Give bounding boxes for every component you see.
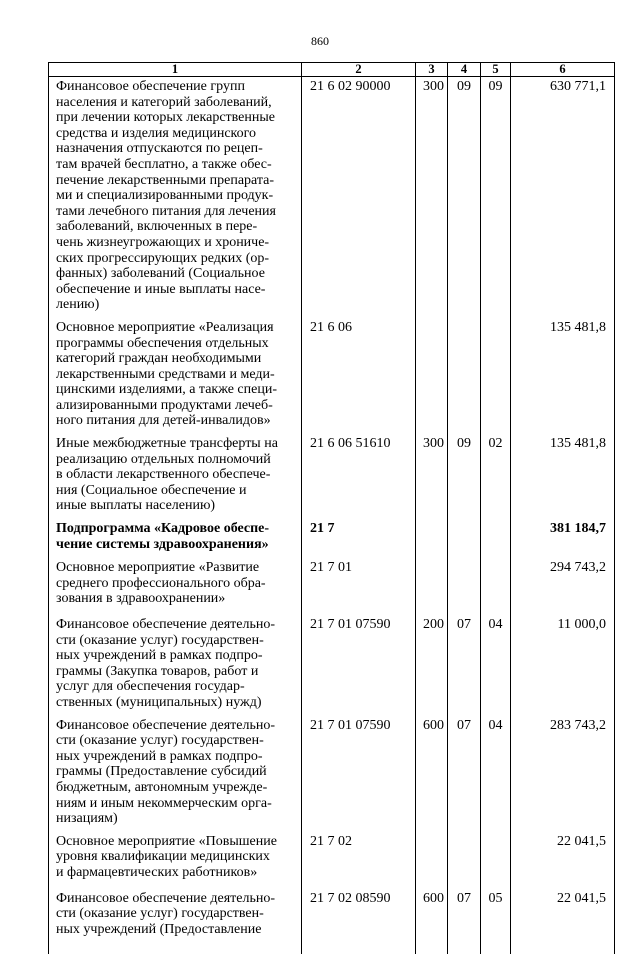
row-target-code: 21 7 02	[302, 827, 416, 884]
column-header-2: 2	[302, 63, 416, 77]
row-target-code: 21 7 02 08590	[302, 884, 416, 954]
row-amount: 135 481,8	[511, 429, 615, 514]
table-row	[49, 514, 615, 553]
row-subsection: 05	[481, 884, 511, 954]
row-description: Финансовое обеспечение групп населения и категорий заболеваний, при лечении которых лекарственные средства и изделия медицинского назначения отпускаются по рецеп- там врачей бесплатно, а также обес- печение лекарственными препарата- ми и специализированными продук- тами лечебного питания для лечения заболеваний, включенных в пере- чень жизнеугрожающих и хрониче- ских прогрессирующих редких (ор- фанных) заболеваний (Социальное обеспечение и иные выплаты насе- лению)	[49, 77, 302, 313]
row-target-code: 21 7 01 07590	[302, 610, 416, 711]
row-subsection: 09	[481, 77, 511, 313]
row-subsection: 04	[481, 610, 511, 711]
row-section	[448, 514, 481, 553]
row-section: 09	[448, 429, 481, 514]
row-amount: 22 041,5	[511, 884, 615, 954]
column-header-3: 3	[416, 63, 448, 77]
row-expense-type	[416, 313, 448, 429]
table-header-row	[49, 63, 615, 77]
table-row	[49, 884, 615, 954]
row-section: 07	[448, 610, 481, 711]
budget-table	[48, 62, 615, 954]
column-header-5: 5	[481, 63, 511, 77]
table-row	[49, 610, 615, 711]
row-expense-type	[416, 514, 448, 553]
table-row	[49, 553, 615, 610]
row-section: 07	[448, 884, 481, 954]
row-amount: 381 184,7	[511, 514, 615, 553]
row-expense-type	[416, 553, 448, 610]
row-amount: 294 743,2	[511, 553, 615, 610]
row-target-code: 21 7 01	[302, 553, 416, 610]
column-header-6: 6	[511, 63, 615, 77]
row-subsection	[481, 514, 511, 553]
row-subsection: 02	[481, 429, 511, 514]
row-target-code: 21 6 06	[302, 313, 416, 429]
table-row	[49, 313, 615, 429]
row-expense-type: 300	[416, 429, 448, 514]
column-header-4: 4	[448, 63, 481, 77]
row-section	[448, 313, 481, 429]
row-description: Подпрограмма «Кадровое обеспе- чение системы здравоохранения»	[49, 514, 302, 553]
row-subsection: 04	[481, 711, 511, 827]
row-subsection	[481, 553, 511, 610]
row-subsection	[481, 313, 511, 429]
page-number: 860	[311, 34, 329, 48]
row-section	[448, 553, 481, 610]
row-target-code: 21 6 02 90000	[302, 77, 416, 313]
row-amount: 11 000,0	[511, 610, 615, 711]
row-amount: 630 771,1	[511, 77, 615, 313]
row-description: Финансовое обеспечение деятельно- сти (оказание услуг) государствен- ных учреждений в рамках подпро- граммы (Закупка товаров, работ и услуг для обеспечения государ- ственных (муниципальных) нужд)	[49, 610, 302, 711]
row-description: Финансовое обеспечение деятельно- сти (оказание услуг) государствен- ных учреждений в рамках подпро- граммы (Предоставление субсидий бюджетным, автономным учрежде- ниям и иным некоммерческим орга- низациям)	[49, 711, 302, 827]
table-row	[49, 711, 615, 827]
row-description: Иные межбюджетные трансферты на реализацию отдельных полномочий в области лекарственного обеспече- ния (Социальное обеспечение и иные выплаты населению)	[49, 429, 302, 514]
row-expense-type	[416, 827, 448, 884]
row-section	[448, 827, 481, 884]
row-description: Финансовое обеспечение деятельно- сти (оказание услуг) государствен- ных учреждений (Предоставление	[49, 884, 302, 954]
row-description: Основное мероприятие «Реализация программы обеспечения отдельных категорий граждан необходимыми лекарственными средствами и меди- цинскими изделиями, а также специ- ализированными продуктами лечеб- ного питания для детей-инвалидов»	[49, 313, 302, 429]
row-section: 09	[448, 77, 481, 313]
row-description: Основное мероприятие «Повышение уровня квалификации медицинских и фармацевтических работников»	[49, 827, 302, 884]
row-target-code: 21 7 01 07590	[302, 711, 416, 827]
row-amount: 22 041,5	[511, 827, 615, 884]
column-header-1: 1	[49, 63, 302, 77]
row-target-code: 21 7	[302, 514, 416, 553]
row-target-code: 21 6 06 51610	[302, 429, 416, 514]
table-row	[49, 429, 615, 514]
table-row	[49, 827, 615, 884]
row-amount: 283 743,2	[511, 711, 615, 827]
row-amount: 135 481,8	[511, 313, 615, 429]
row-expense-type: 300	[416, 77, 448, 313]
row-subsection	[481, 827, 511, 884]
row-expense-type: 200	[416, 610, 448, 711]
row-expense-type: 600	[416, 884, 448, 954]
row-expense-type: 600	[416, 711, 448, 827]
row-description: Основное мероприятие «Развитие среднего профессионального обра- зования в здравоохранении»	[49, 553, 302, 610]
row-section: 07	[448, 711, 481, 827]
table-row	[49, 77, 615, 313]
